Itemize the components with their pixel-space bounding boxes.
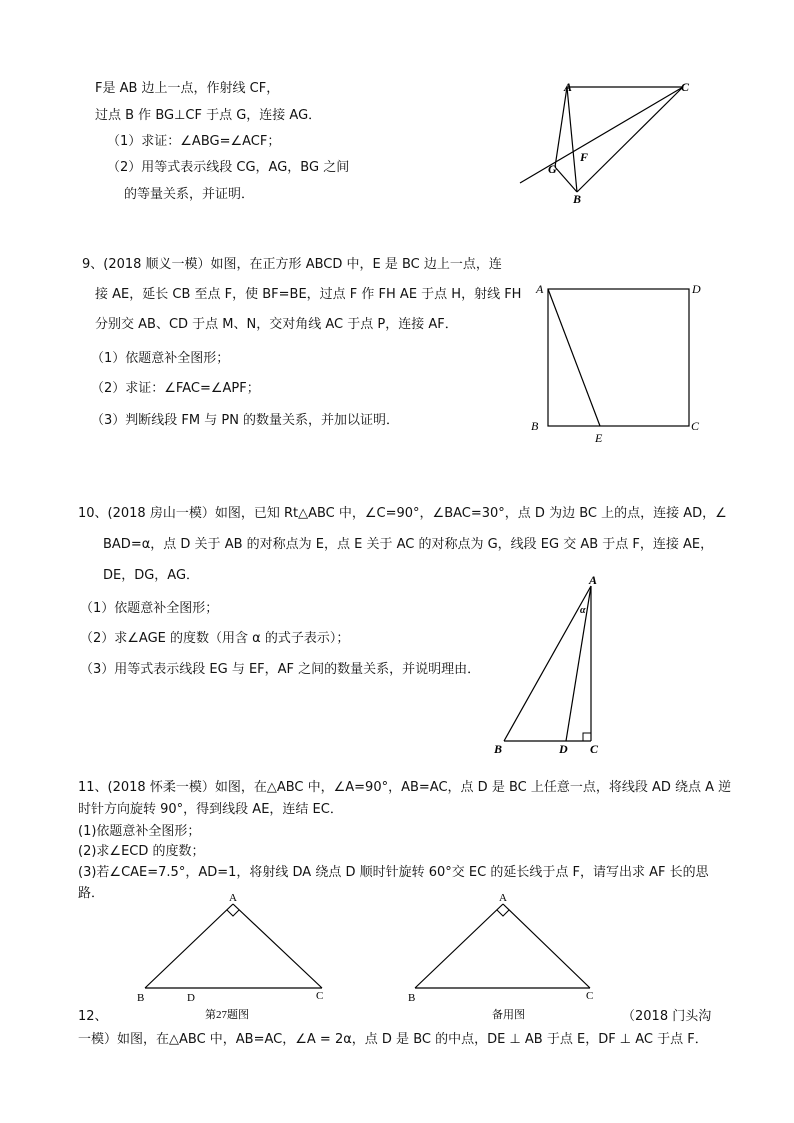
p9-fig-label-c: C (691, 419, 700, 433)
p10-figure (488, 572, 613, 760)
p10-line-2: BAD=α，点 D 关于 AB 的对称点为 E，点 E 关于 AC 的对称点为 G，线段 EG 交 AB 于点 F，连接 AE， (103, 537, 714, 552)
p8-figure (515, 75, 705, 210)
p10-line-6: （3）用等式表示线段 EG 与 EF，AF 之间的数量关系，并说明理由． (80, 662, 481, 677)
p9-fig-label-e: E (595, 431, 603, 445)
p8-fig-label-g: G (548, 162, 557, 176)
p11-fig2-label-c: C (586, 990, 594, 1002)
p9-line-3: 分别交 AB、CD 于点 M、N，交对角线 AC 于点 P，连接 AF． (95, 317, 458, 332)
p10-fig-label-a: A (589, 573, 598, 587)
p8-line-1: F是 AB 边上一点，作射线 CF， (95, 81, 280, 96)
p11-figure-spare (400, 888, 610, 1023)
p8-line-3: （1）求证：∠ABG=∠ACF； (107, 134, 281, 149)
p11-fig1-label-a: A (229, 892, 237, 904)
p11-fig2-label-b: B (408, 992, 416, 1004)
p9-line-2: 接 AE，延长 CB 至点 F，使 BF=BE，过点 F 作 FH AE 于点 H，射线 FH (95, 287, 522, 302)
p11-figure-main (130, 888, 340, 1023)
p9-fig-label-b: B (531, 419, 539, 433)
p9-line-1: 9、(2018 顺义一模）如图，在正方形 ABCD 中，E 是 BC 边上一点，连 (82, 257, 502, 272)
p9-line-5: （2）求证：∠FAC=∠APF； (91, 381, 260, 396)
p11-fig1-label-d: D (187, 992, 195, 1004)
p11-line-4: (2)求∠ECD 的度数； (78, 844, 205, 859)
p10-line-1: 10、(2018 房山一模）如图，已知 Rt△ABC 中，∠C=90°，∠BAC=30°，点 D 为边 BC 上的点，连接 AD，∠ (78, 506, 727, 521)
p10-line-5: （2）求∠AGE 的度数（用含 α 的式子表示）； (80, 631, 350, 646)
p11-line-5: (3)若∠CAE=7.5°，AD=1，将射线 DA 绕点 D 顺时针旋转 60°交 EC 的延长线于点 F，请写出求 AF 长的思 (78, 865, 709, 880)
p8-fig-label-f: F (580, 150, 589, 164)
p12-line-2: 一模）如图，在△ABC 中，AB=AC，∠A = 2α，点 D 是 BC 的中点，DE ⊥ AB 于点 E，DF ⊥ AC 于点 F． (78, 1032, 708, 1047)
p8-line-2: 过点 B 作 BG⊥CF 于点 G，连接 AG． (95, 108, 322, 123)
p9-fig-label-a: A (536, 282, 544, 296)
p11-fig2-caption: 备用图 (492, 1009, 525, 1021)
p9-figure (528, 278, 708, 450)
p8-line-4: （2）用等式表示线段 CG，AG，BG 之间 (107, 160, 350, 175)
p8-fig-label-a: A (564, 80, 573, 94)
p10-line-4: （1）依题意补全图形； (80, 601, 219, 616)
p11-fig1-label-c: C (316, 990, 324, 1002)
p9-line-4: （1）依题意补全图形； (91, 351, 230, 366)
p11-line-1: 11、(2018 怀柔一模）如图，在△ABC 中，∠A=90°，AB=AC，点 D 是 BC 上任意一点，将线段 AD 绕点 A 逆 (78, 780, 732, 795)
p8-line-5: 的等量关系，并证明． (124, 187, 255, 202)
p11-fig2-label-a: A (499, 892, 507, 904)
p10-line-3: DE，DG，AG． (103, 568, 200, 583)
p11-fig1-caption: 第27题图 (205, 1009, 249, 1021)
p12-number: 12、 (78, 1009, 108, 1024)
p10-fig-label-d: D (559, 742, 568, 756)
p9-line-6: （3）判断线段 FM 与 PN 的数量关系，并加以证明． (91, 413, 400, 428)
p8-fig-label-c: C (681, 80, 690, 94)
p11-line-3: (1)依题意补全图形； (78, 824, 201, 839)
p10-fig-label-alpha: α (580, 605, 586, 616)
p11-line-2: 时针方向旋转 90°，得到线段 AE，连结 EC． (78, 802, 343, 817)
p11-fig1-label-b: B (137, 992, 145, 1004)
p12-source: （2018 门头沟 (622, 1009, 712, 1024)
p8-fig-label-b: B (573, 192, 582, 206)
p9-fig-label-d: D (692, 282, 701, 296)
p10-fig-label-b: B (494, 742, 503, 756)
p11-line-6: 路． (78, 886, 105, 901)
p10-fig-label-c: C (590, 742, 599, 756)
